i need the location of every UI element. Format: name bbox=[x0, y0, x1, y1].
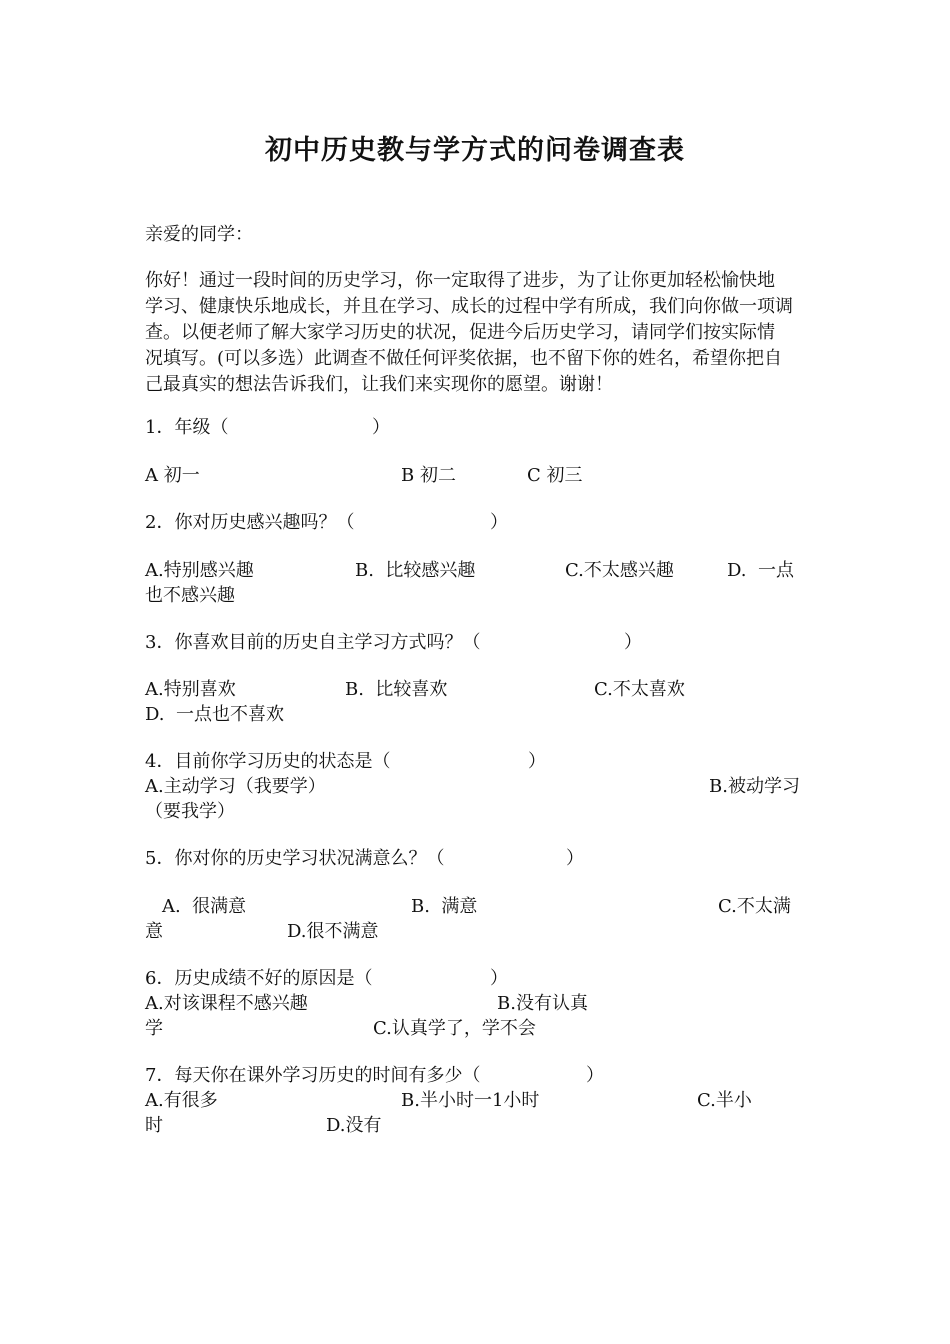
question-4-option-b-cont: （要我学） bbox=[145, 801, 235, 822]
question-5-option-a: A. 很满意 bbox=[162, 896, 247, 917]
question-2-option-c: C.不太感兴趣 bbox=[565, 560, 674, 581]
question-4-stem: 4．目前你学习历史的状态是（ bbox=[145, 751, 391, 772]
question-2-option-a: A.特别感兴趣 bbox=[145, 560, 254, 581]
page-title: 初中历史教与学方式的问卷调查表 bbox=[265, 135, 685, 166]
question-2-option-d: D. 一点 bbox=[727, 560, 794, 581]
question-7-option-a: A.有很多 bbox=[145, 1090, 218, 1111]
question-1-answer-close: ） bbox=[372, 417, 390, 438]
intro-line: 况填写。(可以多选）此调查不做任何评奖依据，也不留下你的姓名，希望你把自 bbox=[145, 348, 783, 369]
question-2-answer-close: ） bbox=[490, 512, 508, 533]
question-7-stem: 7．每天你在课外学习历史的时间有多少（ bbox=[145, 1065, 481, 1086]
question-6-option-b: B.没有认真 bbox=[497, 993, 588, 1014]
question-3-option-d: D. 一点也不喜欢 bbox=[145, 704, 284, 725]
question-4-answer-close: ） bbox=[528, 751, 546, 772]
question-7-option-d: D.没有 bbox=[326, 1115, 382, 1136]
question-6-option-a: A.对该课程不感兴趣 bbox=[145, 993, 308, 1014]
intro-line: 你好！通过一段时间的历史学习，你一定取得了进步，为了让你更加轻松愉快地 bbox=[145, 270, 775, 291]
question-2-option-b: B. 比较感兴趣 bbox=[355, 560, 476, 581]
question-4-option-a: A.主动学习（我要学） bbox=[145, 776, 326, 797]
question-1-option-a: A 初一 bbox=[145, 465, 200, 486]
question-5-option-d: D.很不满意 bbox=[287, 921, 379, 942]
intro-line: 学习、健康快乐地成长，并且在学习、成长的过程中学有所成，我们向你做一项调 bbox=[145, 296, 793, 317]
intro-paragraph bbox=[145, 268, 810, 398]
question-6-option-c: C.认真学了，学不会 bbox=[373, 1018, 536, 1039]
question-6-option-b-cont: 学 bbox=[145, 1018, 163, 1039]
intro-line: 查。以便老师了解大家学习历史的状况，促进今后历史学习，请同学们按实际情 bbox=[145, 322, 775, 343]
greeting: 亲爱的同学： bbox=[145, 224, 253, 245]
question-5-stem: 5．你对你的历史学习状况满意么？（ bbox=[145, 848, 445, 869]
question-7-answer-close: ） bbox=[586, 1065, 604, 1086]
question-1-option-b: B 初二 bbox=[401, 465, 456, 486]
question-5-option-b: B. 满意 bbox=[411, 896, 478, 917]
question-3-option-c: C.不太喜欢 bbox=[594, 679, 685, 700]
question-1-option-c: C 初三 bbox=[527, 465, 583, 486]
question-1-stem: 1．年级（ bbox=[145, 417, 229, 438]
question-6-stem: 6．历史成绩不好的原因是（ bbox=[145, 968, 373, 989]
question-5-option-c: C.不太满 bbox=[718, 896, 791, 917]
question-3-option-b: B. 比较喜欢 bbox=[345, 679, 448, 700]
question-6-answer-close: ） bbox=[490, 968, 508, 989]
question-7-option-c: C.半小 bbox=[697, 1090, 752, 1111]
question-2-option-d-cont: 也不感兴趣 bbox=[145, 585, 235, 606]
question-7-option-c-cont: 时 bbox=[145, 1115, 163, 1136]
question-5-option-c-cont: 意 bbox=[145, 921, 163, 942]
question-2-stem: 2．你对历史感兴趣吗？（ bbox=[145, 512, 355, 533]
question-3-option-a: A.特别喜欢 bbox=[145, 679, 236, 700]
question-3-answer-close: ） bbox=[624, 632, 642, 653]
intro-line: 己最真实的想法告诉我们，让我们来实现你的愿望。谢谢！ bbox=[145, 374, 613, 395]
question-5-answer-close: ） bbox=[566, 848, 584, 869]
question-3-stem: 3．你喜欢目前的历史自主学习方式吗？（ bbox=[145, 632, 481, 653]
question-7-option-b: B.半小时一1小时 bbox=[401, 1090, 540, 1111]
question-4-option-b: B.被动学习 bbox=[709, 776, 800, 797]
